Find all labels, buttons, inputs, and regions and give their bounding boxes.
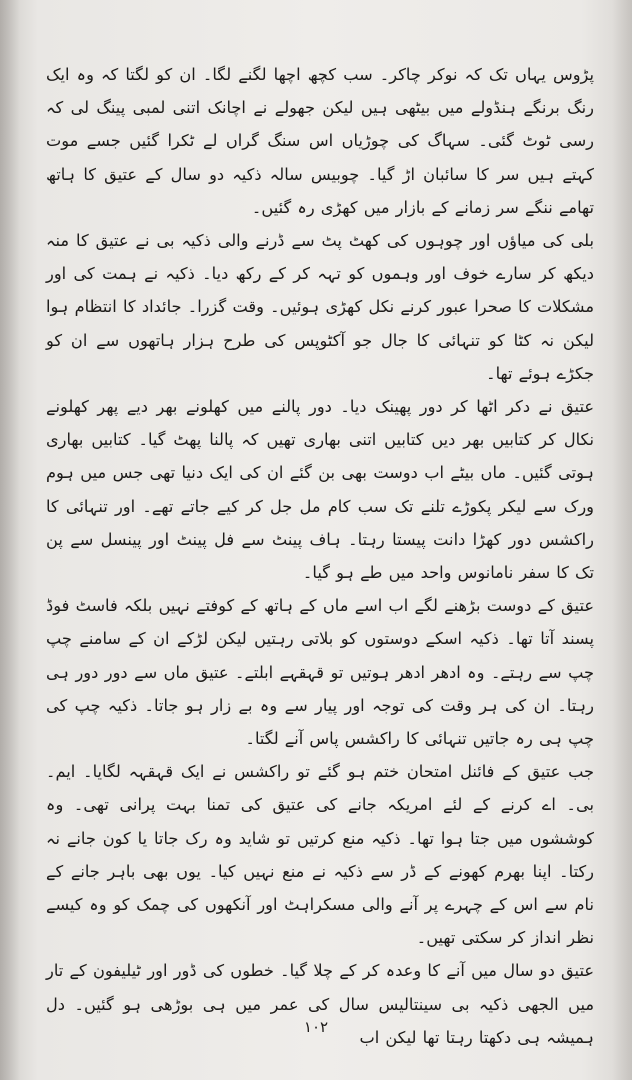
page-number: ۱۰۲: [303, 1018, 329, 1036]
page-right-edge-shadow: [612, 0, 632, 1080]
urdu-text-body: [46, 58, 594, 1054]
paragraph-5: جب عتیق کے فائنل امتحان ختم ہو گئے تو راکشس نے ایک قہقہہ لگایا۔ ایم۔ بی۔ اے کرنے کے لئے امریکہ جانے کی عتیق کی تمنا بہت پرانی تھی۔ وہ کوششوں میں جتا ہوا تھا۔ ذکیہ منع کرتیں تو شاید وہ رک جاتا یا کون جانے نہ رکتا۔ اپنا بھرم کھونے کے ڈر سے ذکیہ نے منع نہیں کیا۔ یوں بھی باہر جانے کے نام سے اس کے چہرے پر آنے والی مسکراہٹ اور آنکھوں کی چمک کو وہ کیسے نظر انداز کر سکتی تھیں۔: [46, 762, 594, 948]
paragraph-4: عتیق کے دوست بڑھنے لگے اب اسے ماں کے ہاتھ کے کوفتے نہیں بلکہ فاسٹ فوڈ پسند آتا تھا۔ ذکیہ اسکے دوستوں کو بلاتی رہتیں لیکن لڑکے ان کے سامنے چپ چپ سے رہتے۔ وہ ادھر ادھر ہوتیں تو قہقہے ابلتے۔ عتیق ماں سے دور دور ہی رہتا۔ ان کی ہر وقت کی توجہ اور پیار سے وہ بے زار ہو جاتا۔ ذکیہ چپ کی چپ ہی رہ جاتیں تنہائی کا راکشس پاس آنے لگتا۔: [46, 596, 594, 749]
paragraph-6: عتیق دو سال میں آنے کا وعدہ کر کے چلا گیا۔ خطوں کی ڈور اور ٹیلیفون کے تار میں الجھی ذکیہ بی سینتالیس سال کی عمر میں ہی بوڑھی ہو گئیں۔ دل ہمیشہ ہی دکھتا رہتا تھا لیکن اب: [46, 961, 594, 1047]
paragraph-1: پڑوس یہاں تک کہ نوکر چاکر۔ سب کچھ اچھا لگنے لگا۔ ان کو لگتا کہ وہ ایک رنگ برنگے ہنڈولے میں بیٹھی ہیں لیکن جھولے نے اچانک اتنی لمبی پینگ لی کہ رسی ٹوٹ گئی۔ سہاگ کی چوڑیاں اس سنگ گراں لے ٹکرا گئیں جسے موت کہتے ہیں سر کا سائبان اڑ گیا۔ چوبیس سالہ ذکیہ دو سال کے عتیق کا ہاتھ تھامے ننگے سر زمانے کے بازار میں کھڑی رہ گئیں۔: [46, 65, 594, 217]
paragraph-2: بلی کی میاؤں اور چوہوں کی کھٹ پٹ سے ڈرنے والی ذکیہ بی نے عتیق کا منہ دیکھ کر سارے خوف اور وہموں کو تہہ کر کے رکھ دیا۔ ذکیہ نے ہمت کی اور مشکلات کا صحرا عبور کرنے نکل کھڑی ہوئیں۔ وقت گزرا۔ جائداد کا انتظام ہوا لیکن نہ کٹا کو تنہائی کا جال جو آکٹوپس کی طرح ہزار ہاتھوں سے ان کو جکڑے ہوئے تھا۔: [46, 231, 594, 383]
paragraph-3: عتیق نے دکر اٹھا کر دور پھینک دیا۔ دور پالنے میں کھلونے بھر دیے پھر کھلونے نکال کر کتابیں بھر دیں کتابیں اتنی بھاری تھیں کہ پالنا پھٹ گیا۔ کتابیں بھاری ہوتی گئیں۔ ماں بیٹے اب دوست بھی بن گئے ان کی ایک دنیا تھی جس میں ہوم ورک سے لیکر پکوڑے تلنے تک سب کام مل جل کر کیے جاتے تھے۔ اور تنہائی کا راکشس دور کھڑا دانت پیستا رہتا۔ ہاف پینٹ سے فل پینٹ اور پینسل سے پن تک کا سفر نامانوس واحد میں طے ہو گیا۔: [46, 397, 594, 583]
page-left-edge-shadow: [0, 0, 20, 1080]
